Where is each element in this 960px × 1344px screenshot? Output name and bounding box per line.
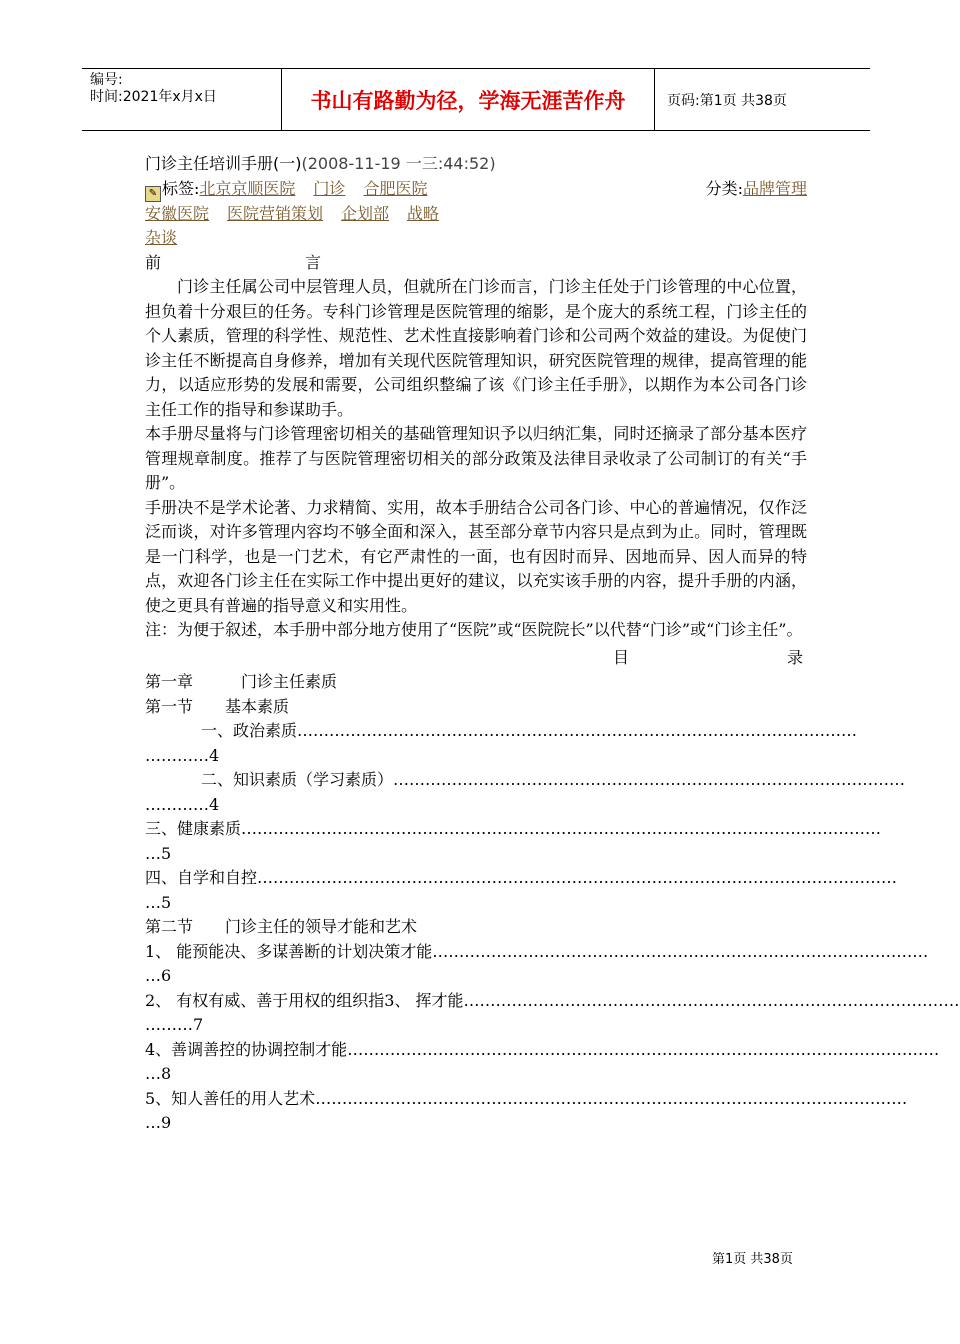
toc-page: …5 [145, 892, 172, 912]
article-time: (2008-11-19 一三:44:52) [301, 154, 496, 173]
toc-page: …9 [145, 1113, 172, 1132]
toc-entry[interactable]: 2、 有权有威、善于用权的组织指3、 挥才能 ………………………………………………………………………………… [145, 990, 960, 1010]
page-header [82, 68, 870, 131]
number-label: 编号: [90, 72, 123, 88]
toc-entry[interactable]: 一、政治素质 …………………………………………………………………………………………… [201, 721, 858, 740]
paragraph: 门诊主任属公司中层管理人员，但就所在门诊而言，门诊主任处于门诊管理的中心位置，担负着十分艰巨的任务。专科门诊管理是医院管理的缩影，是个庞大的系统工程，门诊主任的个人素质，管理的科学性、规范性、艺术性直接影响着门诊和公司两个效益的建设。为促使门诊主任不断提高自身修养，增加有关现代医院管理知识，研究医院管理的规律，提高管理的能力，以适应形势的发展和需要，公司组织整编了该《门诊主任手册》，以期作为本公司各门诊主任工作的指导和参谋助手。 [145, 277, 807, 419]
tag-link[interactable]: 企划部 [341, 203, 390, 223]
paragraph: 本手册尽量将与门诊管理密切相关的基础管理知识予以归纳汇集，同时还摘录了部分基本医疗管理规章制度。推荐了与医院管理密切相关的部分政策及法律目录收录了公司制订的有关“手册”。 [145, 424, 807, 492]
toc-page: …6 [145, 966, 172, 985]
tag-link[interactable]: 医院营销策划 [227, 203, 324, 223]
toc-entry[interactable]: 二、知识素质（学习素质） …………………………………………………………………………………… [201, 770, 906, 789]
toc-page: …8 [145, 1064, 172, 1083]
page-indicator: 页码:第1页 共38页 [667, 92, 787, 109]
toc-page: ………7 [145, 1015, 204, 1034]
toc-page: …………4 [145, 794, 220, 814]
toc-page: …………4 [145, 745, 220, 765]
category-label: 分类: [705, 178, 743, 198]
tags-label: 标签: [162, 178, 200, 198]
tag-link[interactable]: 杂谈 [145, 228, 178, 247]
tag-link[interactable]: 合肥医院 [363, 178, 428, 198]
toc-entry[interactable]: 4、善调善控的协调控制才能 ………………………………………………………………………………………………… [145, 1039, 940, 1059]
paragraph: 手册决不是学术论著、力求精简、实用，故本手册结合公司各门诊、中心的普遍情况，仅作泛泛而谈，对许多管理内容均不够全面和深入，甚至部分章节内容只是点到为止。同时，管理既是一门科学，也是一门艺术，有它严肃性的一面，也有因时而异、因地而异、因人而异的特点，欢迎各门诊主任在实际工作中提出更好的建议，以充实该手册的内容，提升手册的内涵，使之更具有普遍的指导意义和实用性。 [145, 497, 807, 615]
tags-row-2 [145, 202, 807, 227]
category-link[interactable]: 品牌管理 [742, 178, 807, 198]
section-heading: 第一节 基本素质 [145, 696, 290, 716]
tags-row-1 [145, 177, 807, 202]
toc-entry[interactable]: 1、 能预能决、多谋善断的计划决策才能 ………………………………………………………………………………… [145, 941, 929, 961]
header-info [82, 69, 282, 130]
toc-heading: 目 录 [613, 647, 804, 667]
tag-icon: ✎ [145, 186, 161, 202]
toc-entry[interactable]: 5、知人善任的用人艺术 ………………………………………………………………………………………………… [145, 1088, 908, 1108]
tag-link[interactable]: 北京京顺医院 [199, 178, 296, 198]
toc-entry[interactable]: 四、自学和自控 ………………………………………………………………………………………………………… [145, 868, 898, 887]
article-title: 门诊主任培训手册(一) [145, 154, 302, 173]
tag-link[interactable]: 门诊 [313, 178, 346, 198]
page-footer: 第1页 共38页 [712, 1252, 793, 1267]
toc-entry[interactable]: 三、健康素质 ………………………………………………………………………………………………………… [145, 819, 882, 838]
paragraph: 注：为便于叙述，本手册中部分地方使用了“医院”或“医院院长”以代替“门诊”或“门诊主任”。 [145, 620, 803, 639]
motto: 书山有路勤为径，学海无涯苦作舟 [282, 69, 655, 130]
article-title-line [145, 152, 807, 177]
chapter-heading: 第一章 门诊主任素质 [145, 672, 338, 691]
date-label: 时间:2021年x月x日 [90, 89, 217, 105]
preface-heading: 前 言 [145, 252, 322, 272]
document-body [145, 152, 960, 1136]
section-heading: 第二节 门诊主任的领导才能和艺术 [145, 917, 418, 936]
tags-row-3 [145, 226, 807, 251]
tag-link[interactable]: 战略 [407, 203, 440, 223]
toc-page: …5 [145, 843, 172, 863]
tag-link[interactable]: 安徽医院 [145, 203, 210, 223]
